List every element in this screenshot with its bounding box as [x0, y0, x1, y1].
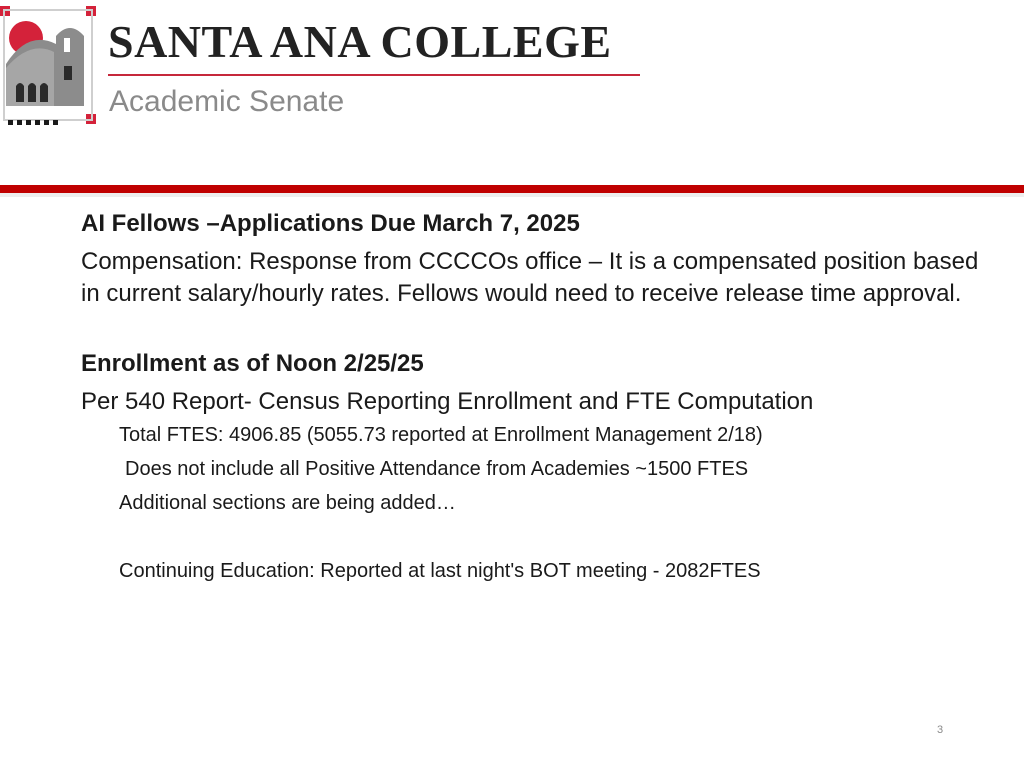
- list-item-positive-attendance: Does not include all Positive Attendance from Academies ~1500 FTES: [125, 458, 749, 480]
- department-name: Academic Senate: [109, 85, 345, 118]
- slide-content: [81, 208, 981, 588]
- list-spacer: [81, 520, 981, 554]
- page-number: 3: [936, 724, 944, 736]
- report-description: Per 540 Report- Census Reporting Enrollment and FTE Computation: [81, 388, 814, 415]
- enrollment-heading: Enrollment as of Noon 2/25/25: [81, 350, 424, 377]
- compensation-paragraph: Compensation: Response from CCCCOs office – It is a compensated position based in current salary/hourly rates. Fellows would need to receive release time approval.: [81, 248, 979, 307]
- header-banner-rule: [0, 185, 1024, 193]
- list-item-total-ftes: Total FTES: 4906.85 (5055.73 reported at Enrollment Management 2/18): [119, 424, 763, 446]
- ai-fellows-heading: AI Fellows –Applications Due March 7, 2025: [81, 210, 580, 237]
- list-item-continuing-education: Continuing Education: Reported at last night's BOT meeting - 2082FTES: [119, 560, 761, 582]
- list-item-additional-sections: Additional sections are being added…: [119, 492, 456, 514]
- title-divider: [108, 74, 640, 76]
- college-logo: [0, 6, 100, 126]
- section-spacer: [81, 310, 981, 348]
- college-name: SANTA ANA COLLEGE: [108, 16, 612, 67]
